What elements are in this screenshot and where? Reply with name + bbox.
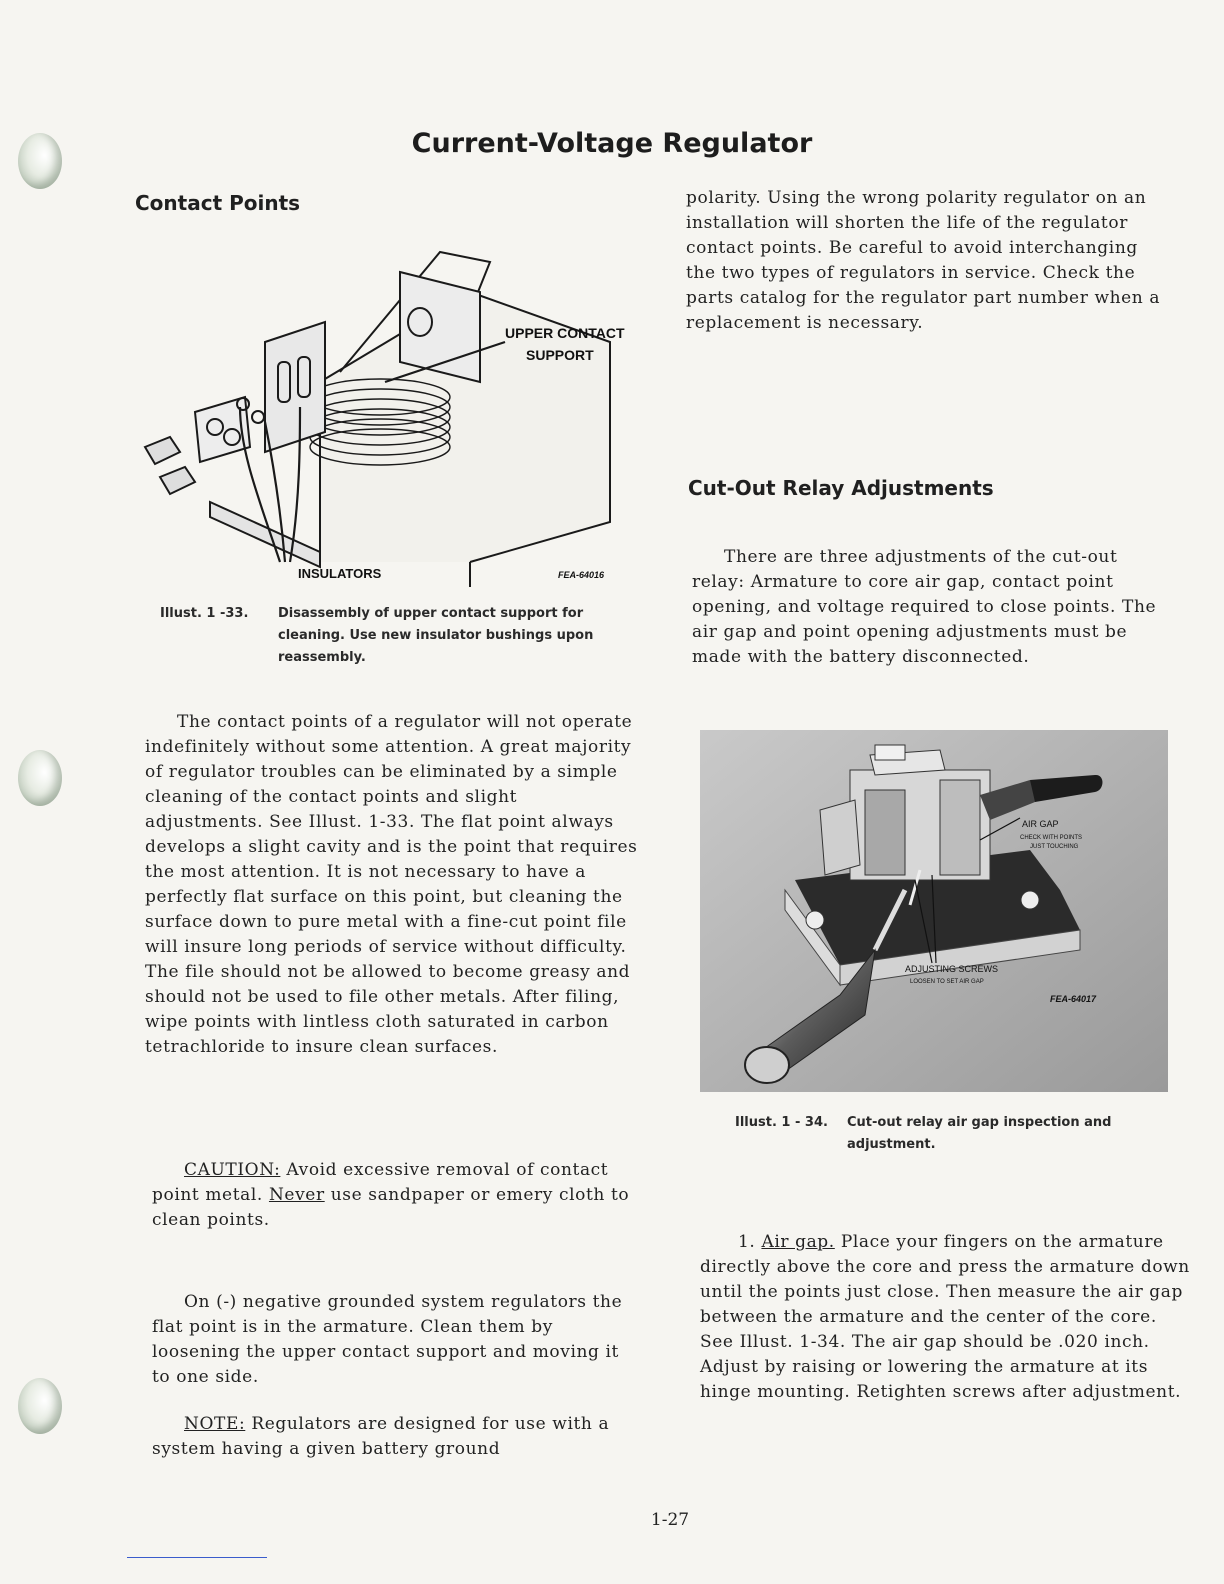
footer-rule (127, 1557, 267, 1558)
note-paragraph (152, 1412, 642, 1462)
caution-text-2: use sandpaper or emery cloth to clean points. (152, 1185, 630, 1230)
step-text: Place your fingers on the armature directly above the core and press the armature down until the points just close. Then measure the air gap between the armature and the center of the core. See Illust. 1-34. The air gap should be .020 inch. Adjust by raising or lowering the armature at its hinge mounting. Retighten screws after adjustment. (700, 1232, 1190, 1402)
air-gap-step (700, 1230, 1190, 1405)
note-text: Regulators are designed for use with a system having a given battery ground (152, 1414, 610, 1459)
caption-illust-1-34 (735, 1112, 1165, 1160)
upper-contact-label-1: UPPER CONTACT (505, 325, 625, 341)
binder-hole (18, 1378, 62, 1434)
air-gap-label: AIR GAP (1022, 819, 1059, 829)
caution-paragraph (152, 1158, 632, 1233)
caption-text: Cut-out relay air gap inspection and adjustment. (847, 1115, 1112, 1152)
adjusting-screws-label: ADJUSTING SCREWS (905, 964, 999, 974)
note-label: NOTE: (184, 1414, 246, 1434)
page-number: 1-27 (650, 1510, 690, 1530)
caption-number: Illust. 1 -33. (160, 606, 249, 621)
figure-id-64016: FEA-64016 (558, 570, 605, 580)
contact-support-illustration (140, 232, 640, 587)
caution-text-1: Avoid excessive removal of contact point metal. (152, 1160, 609, 1205)
loosen-note: LOOSEN TO SET AIR GAP (910, 979, 984, 985)
heading-contact-points: Contact Points (135, 191, 301, 215)
upper-contact-label-2: SUPPORT (526, 347, 594, 363)
caution-never: Never (268, 1185, 325, 1205)
contact-points-paragraph: The contact points of a regulator will not operate indefinitely without some attention. A great majority of regulator troubles can be eliminated by a simple cleaning of the contact points and slight adjustments. See Illust. 1-33. The flat point always develops a slight cavity and is the point that requires the most attention. It is not necessary to have a perfectly flat surface on this point, but cleaning the surface down to pure metal with a fine-cut point file will insure long periods of service without difficulty. The file should not be allowed to become greasy and should not be used to file other metals. After filing, wipe points with lintless cloth saturated in carbon tetrachloride to insure clean surfaces. (145, 712, 638, 1057)
cut-out-relay-intro: There are three adjustments of the cut-out relay: Armature to core air gap, contact point opening, and voltage required to close points. The air gap and point opening adjustments must be made with the battery disconnected. (692, 547, 1157, 667)
insulators-label: INSULATORS (298, 566, 382, 581)
step-number: 1. (738, 1232, 756, 1252)
caption-number: Illust. 1 - 34. (735, 1115, 828, 1130)
check-note-1: CHECK WITH POINTS (1020, 835, 1083, 841)
binder-hole (18, 750, 62, 806)
caution-label: CAUTION: (184, 1160, 281, 1180)
figure-id-64017: FEA-64017 (1050, 994, 1097, 1004)
polarity-paragraph: polarity. Using the wrong polarity regulator on an installation will shorten the life of the regulator contact points. Be careful to avoid interchanging the two types of regulators in service. Check the parts catalog for the regulator part number when a replacement is necessary. (686, 188, 1161, 333)
caption-text: Disassembly of upper contact support for cleaning. Use new insulator bushings upon reassembly. (278, 606, 594, 665)
check-note-2: JUST TOUCHING (1030, 844, 1079, 850)
cut-out-relay-photo (700, 730, 1168, 1092)
negative-ground-paragraph: On (-) negative grounded system regulators the flat point is in the armature. Clean them by loosening the upper contact support and moving it to one side. (152, 1292, 623, 1387)
heading-cut-out-relay: Cut-Out Relay Adjustments (688, 476, 994, 500)
caption-illust-1-33 (160, 603, 630, 673)
step-label: Air gap. (761, 1232, 835, 1252)
page-title: Current-Voltage Regulator (411, 128, 813, 159)
